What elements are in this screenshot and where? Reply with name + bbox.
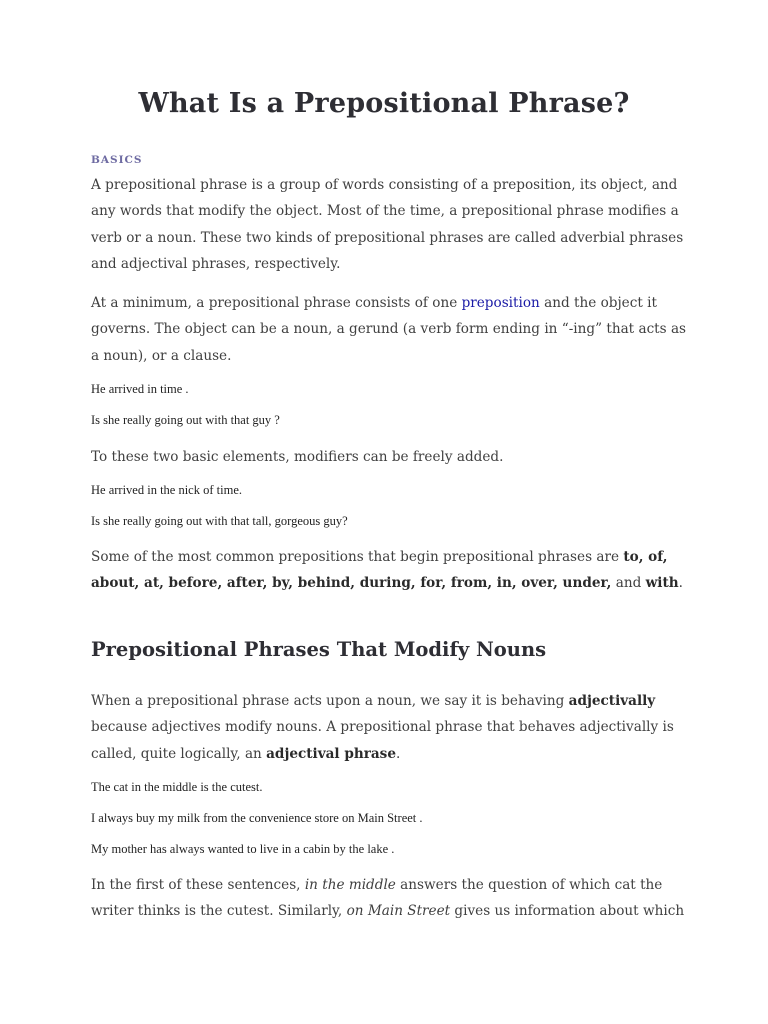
example-sentence: The cat in the middle is the cutest. xyxy=(91,780,263,794)
italic-phrase: in the middle xyxy=(304,877,396,893)
example-sentence: Is she really going out with that guy ? xyxy=(91,413,280,427)
example-sentence: Is she really going out with that tall, gorgeous guy? xyxy=(91,514,348,528)
modifiers-paragraph: To these two basic elements, modifiers can be freely added. xyxy=(91,449,504,465)
bold-term: adjectival phrase xyxy=(266,745,396,762)
text-run: because adjectives modify nouns. A prepositional phrase that behaves adjectivally is called, quite logically, an xyxy=(91,719,674,762)
explanation-paragraph xyxy=(91,872,691,925)
adjectival-paragraph xyxy=(91,688,691,767)
preposition-link[interactable]: preposition xyxy=(461,295,540,311)
text-run: gives us information about which xyxy=(450,903,685,920)
intro-paragraph: A prepositional phrase is a group of words consisting of a preposition, its object, and any words that modify the object. Most of the time, a prepositional phrase modifies a verb or a noun. These two kinds of prepositional phrases are called adverbial phrases and adjectival phrases, respectively. xyxy=(91,177,684,272)
italic-phrase: on Main Street xyxy=(346,903,451,920)
text-run: When a prepositional phrase acts upon a noun, we say it is behaving xyxy=(91,693,569,709)
common-prepositions-paragraph xyxy=(91,544,691,597)
section-heading: Prepositional Phrases That Modify Nouns xyxy=(91,638,547,661)
text-run: and the object it governs. The object can be a noun, a gerund (a verb form ending in “-ing” that acts as a noun), or a clause. xyxy=(91,295,687,364)
minimum-paragraph xyxy=(91,290,691,369)
example-sentence: I always buy my milk from the convenience store on Main Street . xyxy=(91,811,423,825)
category-label: BASICS xyxy=(91,154,143,166)
preposition-list: to, of, about, at, before, after, by, behind, during, for, from, in, over, under, xyxy=(91,549,668,592)
text-run: and xyxy=(611,575,646,592)
example-sentence: He arrived in time . xyxy=(91,382,189,396)
article-title: What Is a Prepositional Phrase? xyxy=(138,88,630,119)
text-run: answers the question of which cat the writer thinks is the cutest. Similarly, xyxy=(91,877,663,920)
example-sentence: My mother has always wanted to live in a cabin by the lake . xyxy=(91,842,395,856)
text-run: Some of the most common prepositions that begin prepositional phrases are xyxy=(91,549,624,565)
text-run: . xyxy=(678,575,683,592)
text-run: In the first of these sentences, xyxy=(91,877,305,893)
preposition-last: with xyxy=(645,575,679,592)
bold-term: adjectivally xyxy=(568,693,656,709)
text-run: . xyxy=(396,745,401,762)
text-run: At a minimum, a prepositional phrase consists of one xyxy=(91,295,462,311)
example-sentence: He arrived in the nick of time. xyxy=(91,483,242,497)
